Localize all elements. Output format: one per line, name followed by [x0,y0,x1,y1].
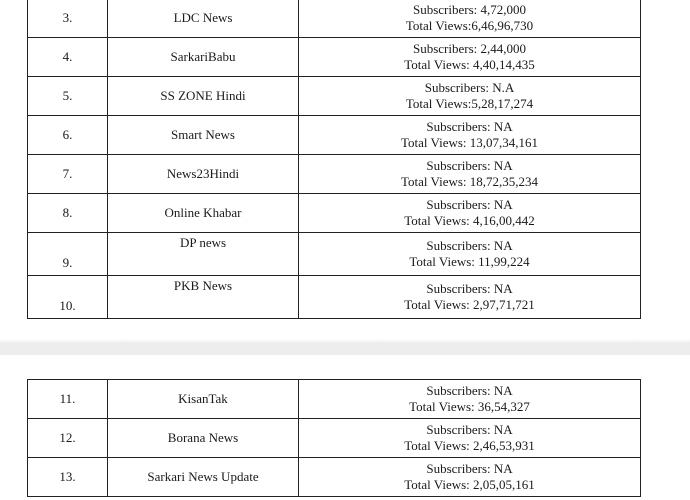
serial-number: 10. [28,276,108,319]
subscribers-count: Subscribers: NA [426,422,513,437]
serial-number: 13. [28,458,108,497]
serial-number: 5. [28,77,108,116]
channel-stats [299,194,641,233]
channel-name: SS ZONE Hindi [108,77,299,116]
channel-name: Sarkari News Update [108,458,299,497]
channel-stats [299,276,641,319]
subscribers-count: Subscribers: 2,44,000 [412,41,527,56]
channel-name: Borana News [108,419,299,458]
serial-number: 7. [28,155,108,194]
total-views: Total Views: 13,07,34,161 [400,135,539,150]
channel-stats [299,116,641,155]
channel-stats [299,77,641,116]
total-views: Total Views: 4,16,00,442 [404,213,535,228]
subscribers-count: Subscribers: NA [426,197,513,212]
channel-stats [299,233,641,276]
table-row [28,77,641,116]
total-views: Total Views:6,46,96,730 [405,18,534,33]
channel-stats [299,155,641,194]
subscribers-count: Subscribers: N.A [424,80,515,95]
table-row [28,38,641,77]
table-row [28,458,641,497]
channel-name: LDC News [108,0,299,38]
total-views: Total Views: 2,46,53,931 [404,438,535,453]
table-row [28,233,641,276]
page-break [0,343,690,355]
channels-table [27,0,641,319]
serial-number: 11. [28,380,108,419]
subscribers-count: Subscribers: NA [426,461,513,476]
subscribers-count: Subscribers: 4,72,000 [412,2,527,17]
serial-number: 9. [28,233,108,276]
channel-stats [299,380,641,419]
channel-name: News23Hindi [108,155,299,194]
serial-number: 4. [28,38,108,77]
table-row [28,0,641,38]
channel-name: Smart News [108,116,299,155]
total-views: Total Views: 11,99,224 [409,254,530,269]
subscribers-count: Subscribers: NA [426,281,513,296]
channel-stats [299,419,641,458]
table-row [28,155,641,194]
serial-number: 6. [28,116,108,155]
table-row [28,116,641,155]
serial-number: 3. [28,0,108,38]
total-views: Total Views:5,28,17,274 [405,96,534,111]
total-views: Total Views: 2,05,05,161 [404,477,535,492]
table-row [28,419,641,458]
channel-name: PKB News [108,276,299,319]
channel-name: KisanTak [108,380,299,419]
table-row [28,276,641,319]
total-views: Total Views: 18,72,35,234 [400,174,539,189]
subscribers-count: Subscribers: NA [426,383,513,398]
channels-table [27,379,641,497]
subscribers-count: Subscribers: NA [426,238,513,253]
total-views: Total Views: 4,40,14,435 [404,57,535,72]
channel-stats [299,0,641,38]
total-views: Total Views: 2,97,71,721 [404,297,535,312]
subscribers-count: Subscribers: NA [426,158,513,173]
total-views: Total Views: 36,54,327 [409,399,530,414]
document-page-2 [0,355,690,500]
table-row [28,380,641,419]
channel-name: DP news [108,233,299,276]
channel-stats [299,458,641,497]
channel-name: Online Khabar [108,194,299,233]
serial-number: 12. [28,419,108,458]
serial-number: 8. [28,194,108,233]
table-row [28,194,641,233]
channel-stats [299,38,641,77]
subscribers-count: Subscribers: NA [426,119,513,134]
channel-name: SarkariBabu [108,38,299,77]
